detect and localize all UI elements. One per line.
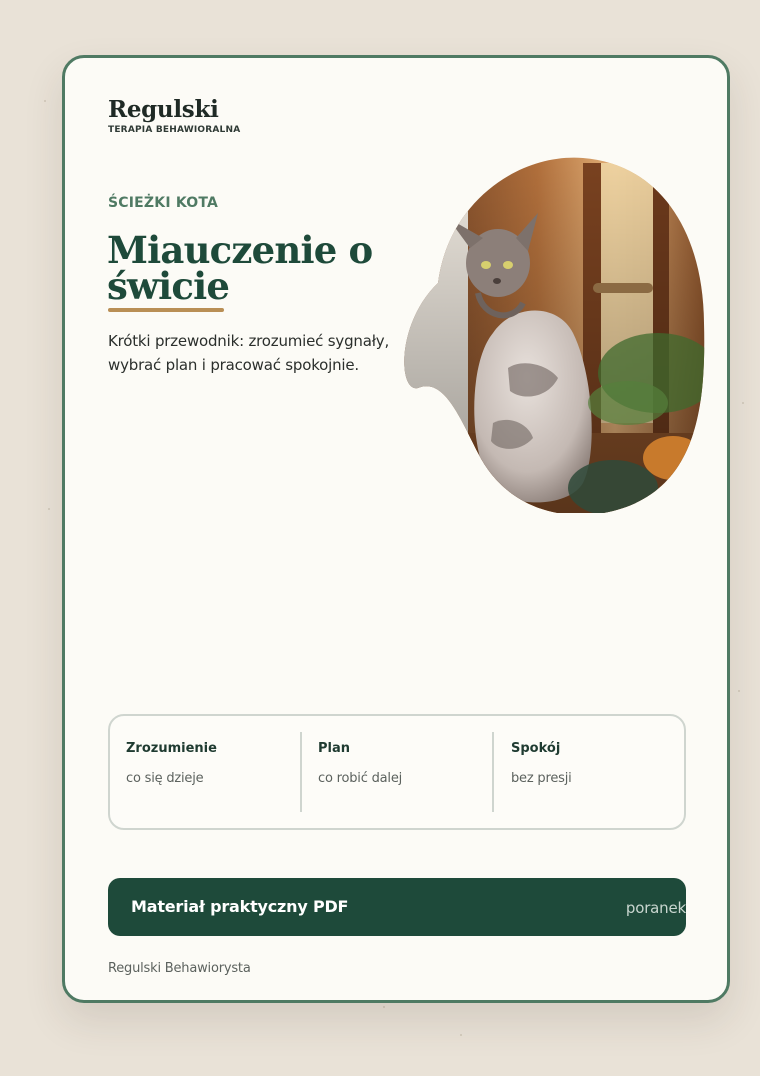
background-speck <box>48 508 50 510</box>
pillar-understanding <box>126 732 296 812</box>
pillar-divider <box>492 732 494 812</box>
brand-tagline: TERAPIA BEHAWIORALNA <box>108 125 241 135</box>
background-speck <box>742 402 744 404</box>
pillar-title: Plan <box>318 741 351 756</box>
title-underline <box>108 308 224 312</box>
brand-name: Regulski <box>108 96 219 123</box>
pillar-text: co się dzieje <box>126 771 204 786</box>
pillar-plan <box>318 732 488 812</box>
background-speck <box>383 1006 385 1008</box>
pillars-panel <box>108 714 686 830</box>
background-speck <box>738 690 740 692</box>
pillar-divider <box>300 732 302 812</box>
section-eyebrow: ŚCIEŻKI KOTA <box>108 195 219 211</box>
lead-text: Krótki przewodnik: zrozumieć sygnały, wybrać plan i pracować spokojnie. <box>108 332 390 374</box>
pillar-title: Zrozumienie <box>126 741 217 756</box>
background-speck <box>460 1034 462 1036</box>
pillar-title: Spokój <box>511 741 561 756</box>
pillar-calm <box>511 732 671 812</box>
pillar-text: co robić dalej <box>318 771 403 786</box>
page-title: Miauczenie o świcie <box>107 228 373 308</box>
pdf-material-button[interactable] <box>108 878 686 936</box>
cta-tag: poranek <box>625 899 686 917</box>
guide-card <box>62 55 730 1003</box>
sphynx-cat-photo <box>398 153 708 513</box>
background-speck <box>44 100 46 102</box>
footer-text: Regulski Behawiorysta <box>108 961 251 976</box>
pillar-text: bez presji <box>511 771 572 786</box>
brand-block <box>108 96 240 135</box>
cta-label: Materiał praktyczny PDF <box>131 897 349 916</box>
